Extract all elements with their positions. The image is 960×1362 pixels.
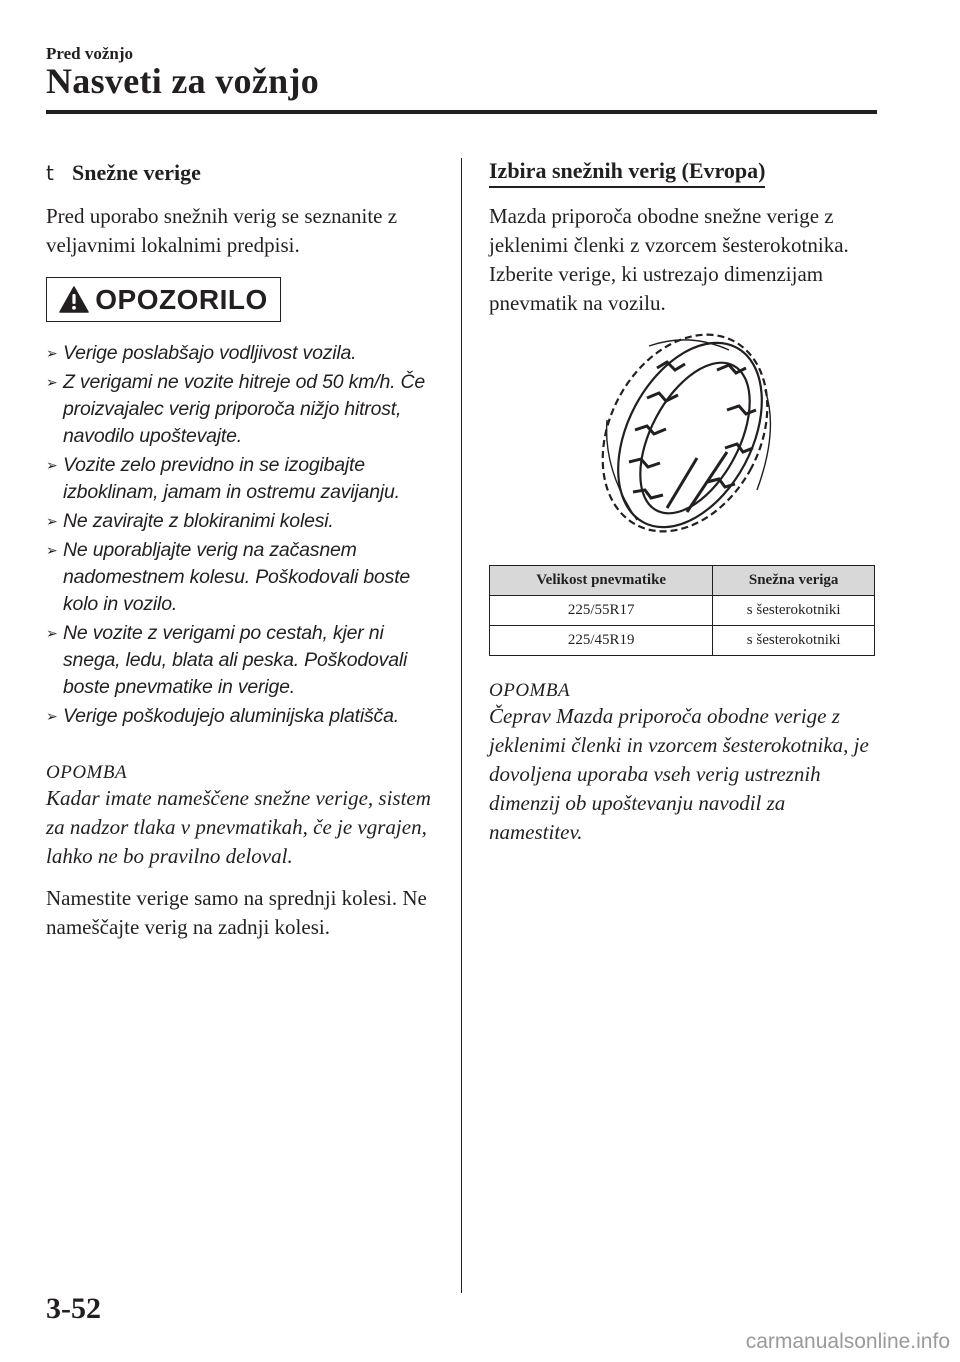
snow-chain-illustration: [587, 330, 793, 540]
table-header: Velikost pnevmatike: [490, 566, 713, 596]
table-row: [490, 626, 875, 656]
intro-paragraph: Pred uporabo snežnih verig se seznanite z veljavnimi lokalnimi predpisi.: [46, 204, 398, 257]
warning-banner: [46, 277, 281, 322]
table-cell: s šesterokotniki: [713, 596, 875, 626]
list-item-text: Ne uporabljajte verig na začasnem nadomestnem kolesu. Poškodovali boste kolo in vozilo.: [63, 539, 411, 615]
arrowhead-bullet-icon: ➢: [46, 457, 58, 473]
list-item-text: Verige poslabšajo vodljivost vozila.: [63, 342, 357, 364]
table-cell: 225/55R17: [490, 596, 713, 626]
arrowhead-bullet-icon: ➢: [46, 513, 58, 529]
table-cell: s šesterokotniki: [713, 626, 875, 656]
column-divider: [461, 158, 462, 1293]
list-item: [46, 369, 441, 450]
warning-triangle-icon: [59, 286, 89, 313]
list-item: [46, 703, 441, 730]
list-item-text: Vozite zelo previdno in se izogibajte izboklinam, jamam in ostremu zavijanju.: [63, 454, 400, 503]
section-marker-icon: t: [46, 161, 54, 185]
right-column: [489, 158, 879, 847]
list-item: [46, 340, 441, 367]
table-header: Snežna veriga: [713, 566, 875, 596]
page-title: Nasveti za vožnjo: [46, 61, 320, 101]
list-item-text: Ne zavirajte z blokiranimi kolesi.: [63, 510, 334, 532]
list-item-text: Verige poškodujejo aluminijska platišča.: [63, 705, 399, 727]
note-label: OPOMBA: [489, 680, 571, 701]
arrowhead-bullet-icon: ➢: [46, 345, 58, 361]
section-heading-text: Snežne verige: [72, 160, 201, 185]
closing-paragraph: Namestite verige samo na sprednji kolesi. Ne nameščajte verig na zadnji kolesi.: [46, 886, 427, 939]
list-item-text: Z verigami ne vozite hitreje od 50 km/h. Če proizvajalec verig priporoča nižjo hitrost, navodilo upoštevajte.: [63, 371, 426, 447]
arrowhead-bullet-icon: ➢: [46, 374, 58, 390]
running-section-label: Pred vožnjo: [46, 44, 134, 63]
warning-label: OPOZORILO: [95, 283, 268, 315]
list-item: [46, 508, 441, 535]
subsection-heading: Izbira snežnih verig (Evropa): [489, 158, 765, 188]
arrowhead-bullet-icon: ➢: [46, 542, 58, 558]
list-item: [46, 537, 441, 618]
list-item: [46, 620, 441, 701]
list-item: [46, 452, 441, 506]
list-item-text: Ne vozite z verigami po cestah, kjer ni snega, ledu, blata ali peska. Poškodovali boste pnevmatike in verige.: [63, 622, 408, 698]
watermark: carmanualsonline.info: [745, 1330, 950, 1353]
intro-paragraph: Mazda priporoča obodne snežne verige z jeklenimi členki z vzorcem šesterokotnika. Izberite verige, ki ustrezajo dimenzijam pnevmatik na vozilu.: [489, 204, 849, 315]
arrowhead-bullet-icon: ➢: [46, 625, 58, 641]
header-rule: [46, 110, 877, 114]
table-cell: 225/45R19: [490, 626, 713, 656]
note-label: OPOMBA: [46, 762, 128, 783]
section-heading: [46, 160, 441, 186]
table-row: [490, 596, 875, 626]
warning-list: [46, 340, 441, 730]
note-text: Kadar imate nameščene snežne verige, sistem za nadzor tlaka v pnevmatikah, če je vgrajen, lahko ne bo pravilno deloval.: [46, 786, 431, 868]
page-number: 3-52: [46, 1292, 101, 1325]
tire-chain-table: [489, 565, 875, 656]
table-header-row: [490, 566, 875, 596]
note-text: Čeprav Mazda priporoča obodne verige z jeklenimi členki in vzorcem šesterokotnika, je dovoljena uporaba vseh verig ustreznih dimenzij ob upoštevanju navodil za namestitev.: [489, 704, 869, 844]
arrowhead-bullet-icon: ➢: [46, 708, 58, 724]
left-column: [46, 158, 441, 942]
